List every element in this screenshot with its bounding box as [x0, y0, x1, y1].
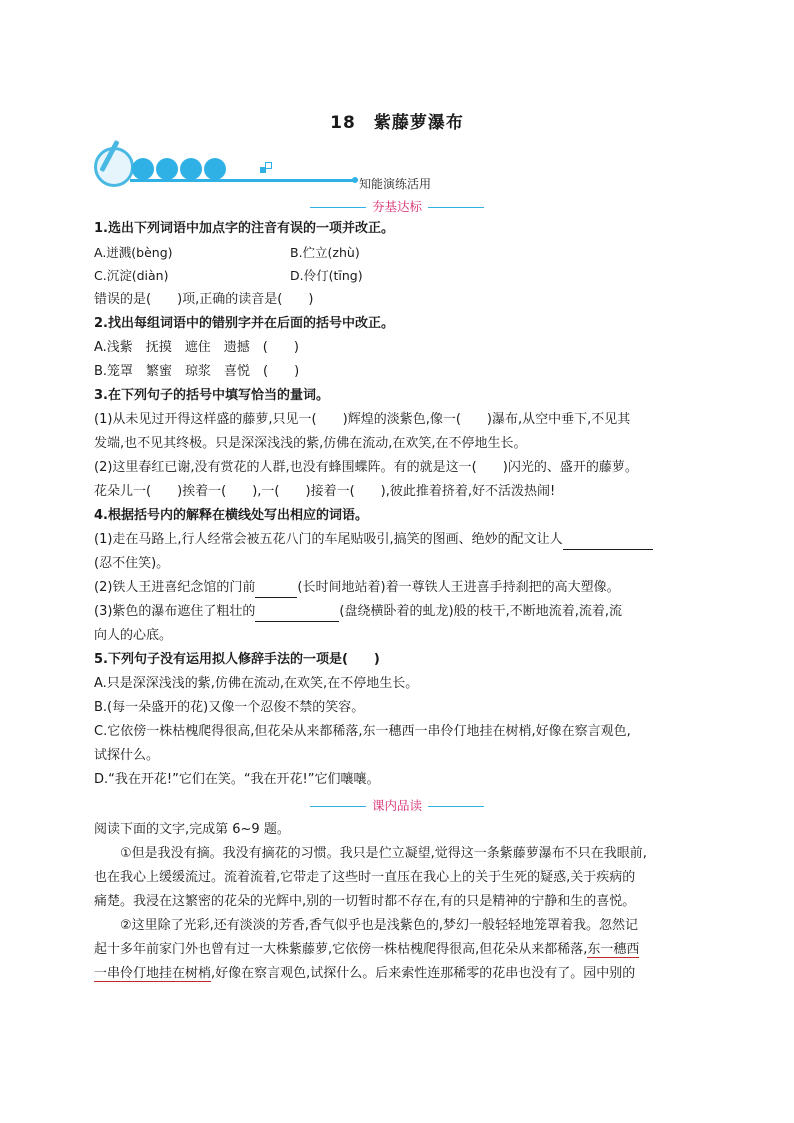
q3-line-3: (2)这里春红已谢,没有赏花的人群,也没有蜂围蝶阵。有的就是这一( )闪光的、盛开的藤萝。	[94, 460, 638, 475]
banner-square-outline	[265, 162, 272, 169]
underlined-phrase: 东一穗西	[587, 942, 640, 957]
banner-bar	[130, 179, 354, 182]
question-2-stem: 2.找出每组词语中的错别字并在后面的括号中改正。	[94, 316, 394, 331]
q3-line-1: (1)从未见过开得这样盛的藤萝,只见一( )辉煌的淡紫色,像一( )瀑布,从空中垂下,不见其	[94, 412, 631, 427]
section-heading-text: 课内品读	[371, 798, 422, 813]
q4-line-4	[94, 602, 622, 622]
q2-option-b: B.笼罩 繁蜜 琼浆 喜悦 ( )	[94, 364, 300, 379]
q2-option-a: A.浅紫 抚摸 遮住 遗撼 ( )	[94, 340, 299, 355]
passage-p2-line-1: ②这里除了光彩,还有淡淡的芳香,香气似乎也是浅紫色的,梦幻一般轻轻地笼罩着我。忽然记	[120, 918, 639, 933]
passage-p1-line-3: 痛楚。我浸在这繁密的花朵的光辉中,别的一切暂时都不存在,有的只是精神的宁静和生的喜悦。	[94, 894, 636, 909]
q5-option-d: D.“我在开花!”它们在笑。“我在开花!”它们嚷嚷。	[94, 772, 380, 787]
answer-blank[interactable]	[563, 535, 653, 550]
banner-dot	[132, 158, 154, 180]
q1-answer-line: 错误的是( )项,正确的读音是( )	[94, 292, 314, 307]
question-4-stem: 4.根据括号内的解释在横线处写出相应的词语。	[94, 508, 368, 523]
q4-line-4-text-end: (盘绕横卧着的虬龙)般的枝干,不断地流着,流着,流	[339, 604, 622, 619]
passage-text: 起十多年前家门外也曾有过一大株紫藤萝,它依傍一株枯槐爬得很高,但花朵从来都稀落,	[94, 942, 588, 957]
banner-dot	[180, 158, 202, 180]
q4-line-5: 向人的心底。	[94, 628, 173, 643]
q5-option-b: B.(每一朵盛开的花)又像一个忍俊不禁的笑容。	[94, 700, 365, 715]
page-title: 18 紫藤萝瀑布	[330, 113, 464, 133]
answer-blank[interactable]	[255, 583, 297, 598]
banner-dot	[156, 158, 178, 180]
underlined-phrase: 一串伶仃地挂在树梢	[94, 966, 212, 981]
banner-dot	[204, 158, 226, 180]
banner-knot	[352, 177, 358, 183]
banner-label: 知能演练活用	[359, 177, 432, 191]
passage-p1-line-2: 也在我心上缓缓流过。流着流着,它带走了这些时一直压在我心上的关于生死的疑惑,关于疾病的	[94, 870, 636, 885]
reading-intro: 阅读下面的文字,完成第 6~9 题。	[94, 822, 290, 837]
section-heading-text: 夯基达标	[371, 199, 422, 214]
q5-option-a: A.只是深深浅浅的紫,仿佛在流动,在欢笑,在不停地生长。	[94, 676, 419, 691]
q5-option-c-line-2: 试探什么。	[94, 748, 160, 763]
question-5-stem: 5.下列句子没有运用拟人修辞手法的一项是( )	[94, 652, 380, 667]
section-heading-reading	[0, 796, 794, 814]
q4-line-1	[94, 530, 653, 550]
section-heading-basic	[0, 197, 794, 215]
q1-option-c: C.沉淀(diàn)	[94, 268, 169, 283]
q4-line-3	[94, 578, 620, 598]
q4-line-3-text: (2)铁人王进喜纪念馆的门前	[94, 580, 256, 595]
q4-line-1-text: (1)走在马路上,行人经常会被五花八门的车尾贴吸引,搞笑的图画、绝妙的配文让人	[94, 532, 563, 547]
passage-p2-line-2	[94, 940, 639, 960]
q1-option-a: A.迸溅(bèng)	[94, 245, 173, 260]
q4-line-2: (忍不住笑)。	[94, 556, 170, 571]
q1-option-b: B.伫立(zhù)	[290, 245, 360, 260]
passage-text: ,好像在察言观色,试探什么。后来索性连那稀零的花串也没有了。园中别的	[211, 966, 636, 981]
question-1-stem: 1.选出下列词语中加点字的注音有误的一项并改正。	[94, 221, 394, 236]
q3-line-2: 发端,也不见其终极。只是深深浅浅的紫,仿佛在流动,在欢笑,在不停地生长。	[94, 436, 527, 451]
q4-line-4-text: (3)紫色的瀑布遮住了粗壮的	[94, 604, 256, 619]
q4-line-3-text-end: (长时间地站着)着一尊铁人王进喜手持刹把的高大塑像。	[297, 580, 620, 595]
answer-blank[interactable]	[255, 607, 339, 622]
passage-p2-line-3	[94, 964, 635, 984]
question-3-stem: 3.在下列句子的括号中填写恰当的量词。	[94, 388, 329, 403]
q1-option-d: D.伶仃(tīng)	[290, 268, 363, 283]
passage-p1-line-1: ①但是我没有摘。我没有摘花的习惯。我只是伫立凝望,觉得这一条紫藤萝瀑布不只在我眼前,	[120, 846, 647, 861]
q3-line-4: 花朵儿一( )挨着一( ),一( )接着一( ),彼此推着挤着,好不活泼热闹!	[94, 484, 556, 499]
q5-option-c-line-1: C.它依傍一株枯槐爬得很高,但花朵从来都稀落,东一穗西一串伶仃地挂在树梢,好像在察言观色,	[94, 724, 631, 739]
